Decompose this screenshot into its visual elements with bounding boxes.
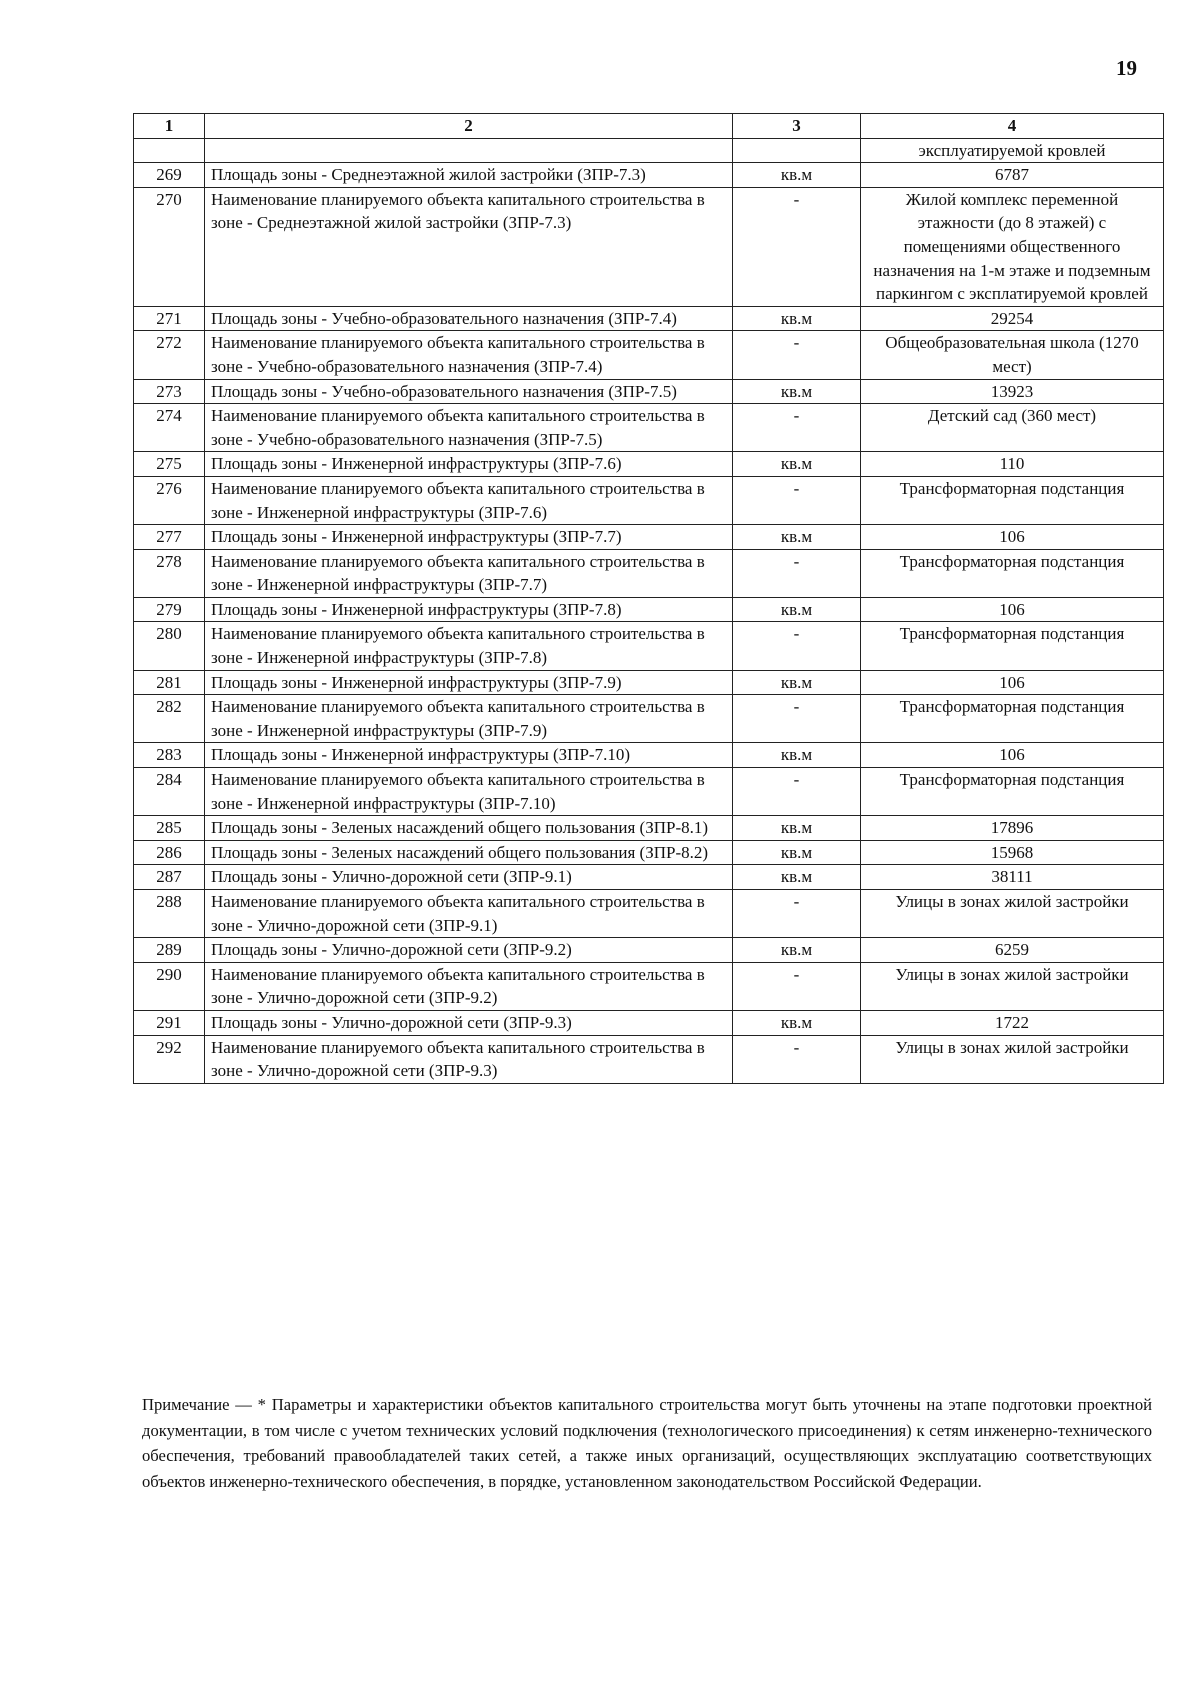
- footnote: Примечание — * Параметры и характеристики объектов капитального строительства могут быть уточнены на этапе подготовки проектной документации, в том числе с учетом технических условий подключения (технологического присоединения) к сетям инженерно-технического обеспечения, требований правообладателей таких сетей, а также иных организаций, осуществляющих эксплуатацию соответствующих объектов инженерно-технического обеспечения, в порядке, установленном законодательством Российской Федерации.: [142, 1395, 1152, 1491]
- cell-number: [134, 138, 205, 163]
- table-row: [134, 525, 1164, 550]
- cell-value: Трансформаторная подстанция: [861, 622, 1164, 670]
- cell-value: 106: [861, 743, 1164, 768]
- table-row: [134, 597, 1164, 622]
- cell-unit: кв.м: [733, 1010, 861, 1035]
- table-row: [134, 743, 1164, 768]
- cell-number: 278: [134, 549, 205, 597]
- header-col-4: 4: [861, 114, 1164, 139]
- cell-name: Площадь зоны - Инженерной инфраструктуры (ЗПР-7.9): [205, 670, 733, 695]
- cell-number: 289: [134, 938, 205, 963]
- cell-number: 273: [134, 379, 205, 404]
- cell-name: Площадь зоны - Улично-дорожной сети (ЗПР-9.1): [205, 865, 733, 890]
- cell-name: Наименование планируемого объекта капитального строительства в зоне - Инженерной инфраструктуры (ЗПР-7.8): [205, 622, 733, 670]
- cell-unit: кв.м: [733, 865, 861, 890]
- cell-number: 290: [134, 962, 205, 1010]
- cell-unit: кв.м: [733, 163, 861, 188]
- cell-name: Площадь зоны - Инженерной инфраструктуры (ЗПР-7.8): [205, 597, 733, 622]
- cell-unit: кв.м: [733, 670, 861, 695]
- table-row: [134, 816, 1164, 841]
- cell-number: 291: [134, 1010, 205, 1035]
- table-row: [134, 768, 1164, 816]
- cell-number: 292: [134, 1035, 205, 1083]
- cell-number: 279: [134, 597, 205, 622]
- cell-unit: кв.м: [733, 743, 861, 768]
- table-row: [134, 865, 1164, 890]
- cell-unit: -: [733, 768, 861, 816]
- cell-value: 15968: [861, 840, 1164, 865]
- cell-unit: -: [733, 962, 861, 1010]
- header-col-1: 1: [134, 114, 205, 139]
- cell-number: 286: [134, 840, 205, 865]
- cell-unit: -: [733, 331, 861, 379]
- cell-value: Трансформаторная подстанция: [861, 549, 1164, 597]
- cell-name: Наименование планируемого объекта капитального строительства в зоне - Учебно-образовательного назначения (ЗПР-7.5): [205, 404, 733, 452]
- cell-name: Площадь зоны - Учебно-образовательного назначения (ЗПР-7.5): [205, 379, 733, 404]
- table-row: [134, 1035, 1164, 1083]
- cell-unit: кв.м: [733, 840, 861, 865]
- cell-number: 272: [134, 331, 205, 379]
- cell-name: Площадь зоны - Улично-дорожной сети (ЗПР-9.2): [205, 938, 733, 963]
- page-number: 19: [1116, 56, 1137, 80]
- cell-value: Жилой комплекс переменной этажности (до 8 этажей) с помещениями общественного назначения на 1-м этаже и подземным паркингом с эксплатируемой кровлей: [861, 187, 1164, 306]
- cell-unit: -: [733, 1035, 861, 1083]
- header-col-2: 2: [205, 114, 733, 139]
- cell-number: 274: [134, 404, 205, 452]
- table-row: [134, 840, 1164, 865]
- cell-name: Наименование планируемого объекта капитального строительства в зоне - Инженерной инфраструктуры (ЗПР-7.9): [205, 695, 733, 743]
- cell-value: эксплуатируемой кровлей: [861, 138, 1164, 163]
- cell-value: 13923: [861, 379, 1164, 404]
- cell-name: Площадь зоны - Инженерной инфраструктуры (ЗПР-7.6): [205, 452, 733, 477]
- cell-unit: -: [733, 476, 861, 524]
- table-row: [134, 306, 1164, 331]
- cell-unit: -: [733, 549, 861, 597]
- table-row: [134, 187, 1164, 306]
- cell-name: Наименование планируемого объекта капитального строительства в зоне - Улично-дорожной сети (ЗПР-9.1): [205, 890, 733, 938]
- header-row: [134, 114, 1164, 139]
- cell-value: 17896: [861, 816, 1164, 841]
- cell-unit: -: [733, 404, 861, 452]
- cell-number: 277: [134, 525, 205, 550]
- cell-value: 106: [861, 670, 1164, 695]
- cell-number: 282: [134, 695, 205, 743]
- cell-number: 270: [134, 187, 205, 306]
- cell-unit: кв.м: [733, 597, 861, 622]
- table-row: [134, 670, 1164, 695]
- table-row: [134, 962, 1164, 1010]
- cell-number: 284: [134, 768, 205, 816]
- cell-unit: кв.м: [733, 306, 861, 331]
- cell-value: 1722: [861, 1010, 1164, 1035]
- cell-value: Трансформаторная подстанция: [861, 695, 1164, 743]
- table-row: [134, 452, 1164, 477]
- table-row: [134, 1010, 1164, 1035]
- cell-value: Общеобразовательная школа (1270 мест): [861, 331, 1164, 379]
- cell-name: Площадь зоны - Среднеэтажной жилой застройки (ЗПР-7.3): [205, 163, 733, 188]
- cell-unit: -: [733, 622, 861, 670]
- cell-name: [205, 138, 733, 163]
- table-row: [134, 404, 1164, 452]
- cell-value: 38111: [861, 865, 1164, 890]
- cell-name: Площадь зоны - Зеленых насаждений общего пользования (ЗПР-8.2): [205, 840, 733, 865]
- cell-value: Улицы в зонах жилой застройки: [861, 890, 1164, 938]
- cell-value: 106: [861, 597, 1164, 622]
- cell-name: Наименование планируемого объекта капитального строительства в зоне - Среднеэтажной жилой застройки (ЗПР-7.3): [205, 187, 733, 306]
- cell-value: Улицы в зонах жилой застройки: [861, 1035, 1164, 1083]
- table-row: [134, 331, 1164, 379]
- cell-value: 6787: [861, 163, 1164, 188]
- table-row: [134, 138, 1164, 163]
- cell-number: 276: [134, 476, 205, 524]
- cell-unit: -: [733, 695, 861, 743]
- cell-number: 285: [134, 816, 205, 841]
- table-row: [134, 695, 1164, 743]
- cell-name: Площадь зоны - Инженерной инфраструктуры (ЗПР-7.10): [205, 743, 733, 768]
- cell-number: 280: [134, 622, 205, 670]
- cell-number: 269: [134, 163, 205, 188]
- cell-value: 29254: [861, 306, 1164, 331]
- table-row: [134, 379, 1164, 404]
- cell-unit: кв.м: [733, 816, 861, 841]
- cell-value: 106: [861, 525, 1164, 550]
- cell-number: 271: [134, 306, 205, 331]
- table-header: [134, 114, 1164, 139]
- parameters-table: [133, 113, 1164, 1084]
- cell-name: Наименование планируемого объекта капитального строительства в зоне - Учебно-образовательного назначения (ЗПР-7.4): [205, 331, 733, 379]
- cell-unit: кв.м: [733, 452, 861, 477]
- cell-value: 6259: [861, 938, 1164, 963]
- cell-unit: кв.м: [733, 525, 861, 550]
- cell-value: Детский сад (360 мест): [861, 404, 1164, 452]
- table-row: [134, 476, 1164, 524]
- cell-value: 110: [861, 452, 1164, 477]
- cell-name: Площадь зоны - Улично-дорожной сети (ЗПР-9.3): [205, 1010, 733, 1035]
- cell-name: Площадь зоны - Инженерной инфраструктуры (ЗПР-7.7): [205, 525, 733, 550]
- cell-name: Наименование планируемого объекта капитального строительства в зоне - Улично-дорожной сети (ЗПР-9.2): [205, 962, 733, 1010]
- cell-number: 287: [134, 865, 205, 890]
- table-row: [134, 622, 1164, 670]
- cell-name: Наименование планируемого объекта капитального строительства в зоне - Инженерной инфраструктуры (ЗПР-7.10): [205, 768, 733, 816]
- cell-unit: -: [733, 187, 861, 306]
- cell-unit: кв.м: [733, 938, 861, 963]
- cell-name: Площадь зоны - Зеленых насаждений общего пользования (ЗПР-8.1): [205, 816, 733, 841]
- table-row: [134, 163, 1164, 188]
- table-body: [134, 138, 1164, 1083]
- cell-unit: [733, 138, 861, 163]
- header-col-3: 3: [733, 114, 861, 139]
- cell-unit: -: [733, 890, 861, 938]
- cell-number: 283: [134, 743, 205, 768]
- cell-number: 275: [134, 452, 205, 477]
- cell-value: Трансформаторная подстанция: [861, 476, 1164, 524]
- cell-name: Наименование планируемого объекта капитального строительства в зоне - Инженерной инфраструктуры (ЗПР-7.7): [205, 549, 733, 597]
- cell-name: Наименование планируемого объекта капитального строительства в зоне - Улично-дорожной сети (ЗПР-9.3): [205, 1035, 733, 1083]
- cell-number: 281: [134, 670, 205, 695]
- cell-value: Трансформаторная подстанция: [861, 768, 1164, 816]
- table-row: [134, 549, 1164, 597]
- table-row: [134, 938, 1164, 963]
- cell-name: Наименование планируемого объекта капитального строительства в зоне - Инженерной инфраструктуры (ЗПР-7.6): [205, 476, 733, 524]
- cell-name: Площадь зоны - Учебно-образовательного назначения (ЗПР-7.4): [205, 306, 733, 331]
- cell-value: Улицы в зонах жилой застройки: [861, 962, 1164, 1010]
- cell-number: 288: [134, 890, 205, 938]
- cell-unit: кв.м: [733, 379, 861, 404]
- table-row: [134, 890, 1164, 938]
